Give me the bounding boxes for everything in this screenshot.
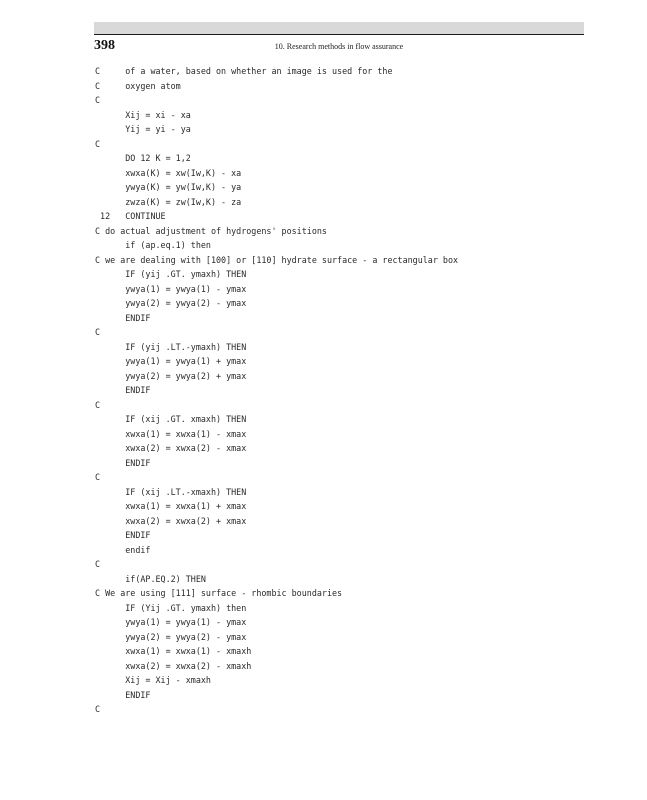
code-line: C We are using [111] surface - rhombic boundaries (95, 588, 343, 598)
code-line: Xij = xi - xa (95, 109, 191, 120)
code-line: Yij = yi - ya (95, 124, 191, 134)
code-line: C (95, 138, 101, 149)
code-line: C of a water, based on whether an image is used for the (95, 66, 393, 76)
code-line: if(AP.EQ.2) THEN (95, 573, 206, 584)
code-line: C oxygen atom (95, 80, 181, 91)
code-line: IF (yij .LT.-ymaxh) THEN (95, 341, 247, 352)
code-line: C (95, 559, 101, 569)
code-line: ENDIF (95, 457, 151, 468)
code-line: ENDIF (95, 385, 151, 395)
page-number: 398 (94, 38, 115, 53)
code-line: xwxa(2) = xwxa(2) - xmaxh (95, 660, 252, 671)
code-line: C (95, 472, 101, 482)
code-line: ywya(2) = ywya(2) - ymax (95, 631, 247, 642)
code-line: if (ap.eq.1) then (95, 240, 211, 250)
header-rule (94, 34, 584, 35)
code-line: DO 12 K = 1,2 (95, 153, 191, 163)
code-line: C (95, 327, 101, 337)
code-line: C (95, 704, 101, 714)
code-line: ENDIF (95, 530, 151, 540)
header-band (94, 22, 584, 34)
code-line: xwxa(1) = xwxa(1) + xmax (95, 501, 247, 511)
code-line: C (95, 95, 101, 105)
code-line: ywya(K) = yw(Iw,K) - ya (95, 182, 242, 192)
code-line: ENDIF (95, 689, 151, 700)
code-line: endif (95, 544, 151, 555)
code-line: IF (yij .GT. ymaxh) THEN (95, 269, 247, 279)
code-listing (95, 64, 458, 717)
running-head: 10. Research methods in flow assurance (274, 42, 404, 51)
code-line: xwxa(K) = xw(Iw,K) - xa (95, 167, 242, 178)
code-line: 12 CONTINUE (95, 211, 166, 221)
code-line: C do actual adjustment of hydrogens' positions (95, 225, 327, 236)
code-line: ywya(1) = ywya(1) + ymax (95, 356, 247, 366)
code-line: ywya(2) = ywya(2) - ymax (95, 298, 247, 308)
code-line: C we are dealing with [100] or [110] hydrate surface - a rectangular box (95, 254, 459, 265)
code-line: xwxa(1) = xwxa(1) - xmax (95, 428, 247, 439)
code-line: ywya(1) = ywya(1) - ymax (95, 617, 247, 627)
code-line: ywya(1) = ywya(1) - ymax (95, 283, 247, 294)
code-line: zwza(K) = zw(Iw,K) - za (95, 196, 242, 207)
code-line: C (95, 399, 101, 410)
code-line: ENDIF (95, 312, 151, 323)
code-line: IF (xij .LT.-xmaxh) THEN (95, 486, 247, 497)
code-line: IF (xij .GT. xmaxh) THEN (95, 414, 247, 424)
code-line: xwxa(1) = xwxa(1) - xmaxh (95, 646, 252, 656)
code-line: xwxa(2) = xwxa(2) + xmax (95, 515, 247, 526)
code-line: Xij = Xij - xmaxh (95, 675, 211, 685)
code-line: xwxa(2) = xwxa(2) - xmax (95, 443, 247, 453)
code-line: ywya(2) = ywya(2) + ymax (95, 370, 247, 381)
code-line: IF (Yij .GT. ymaxh) then (95, 602, 247, 613)
